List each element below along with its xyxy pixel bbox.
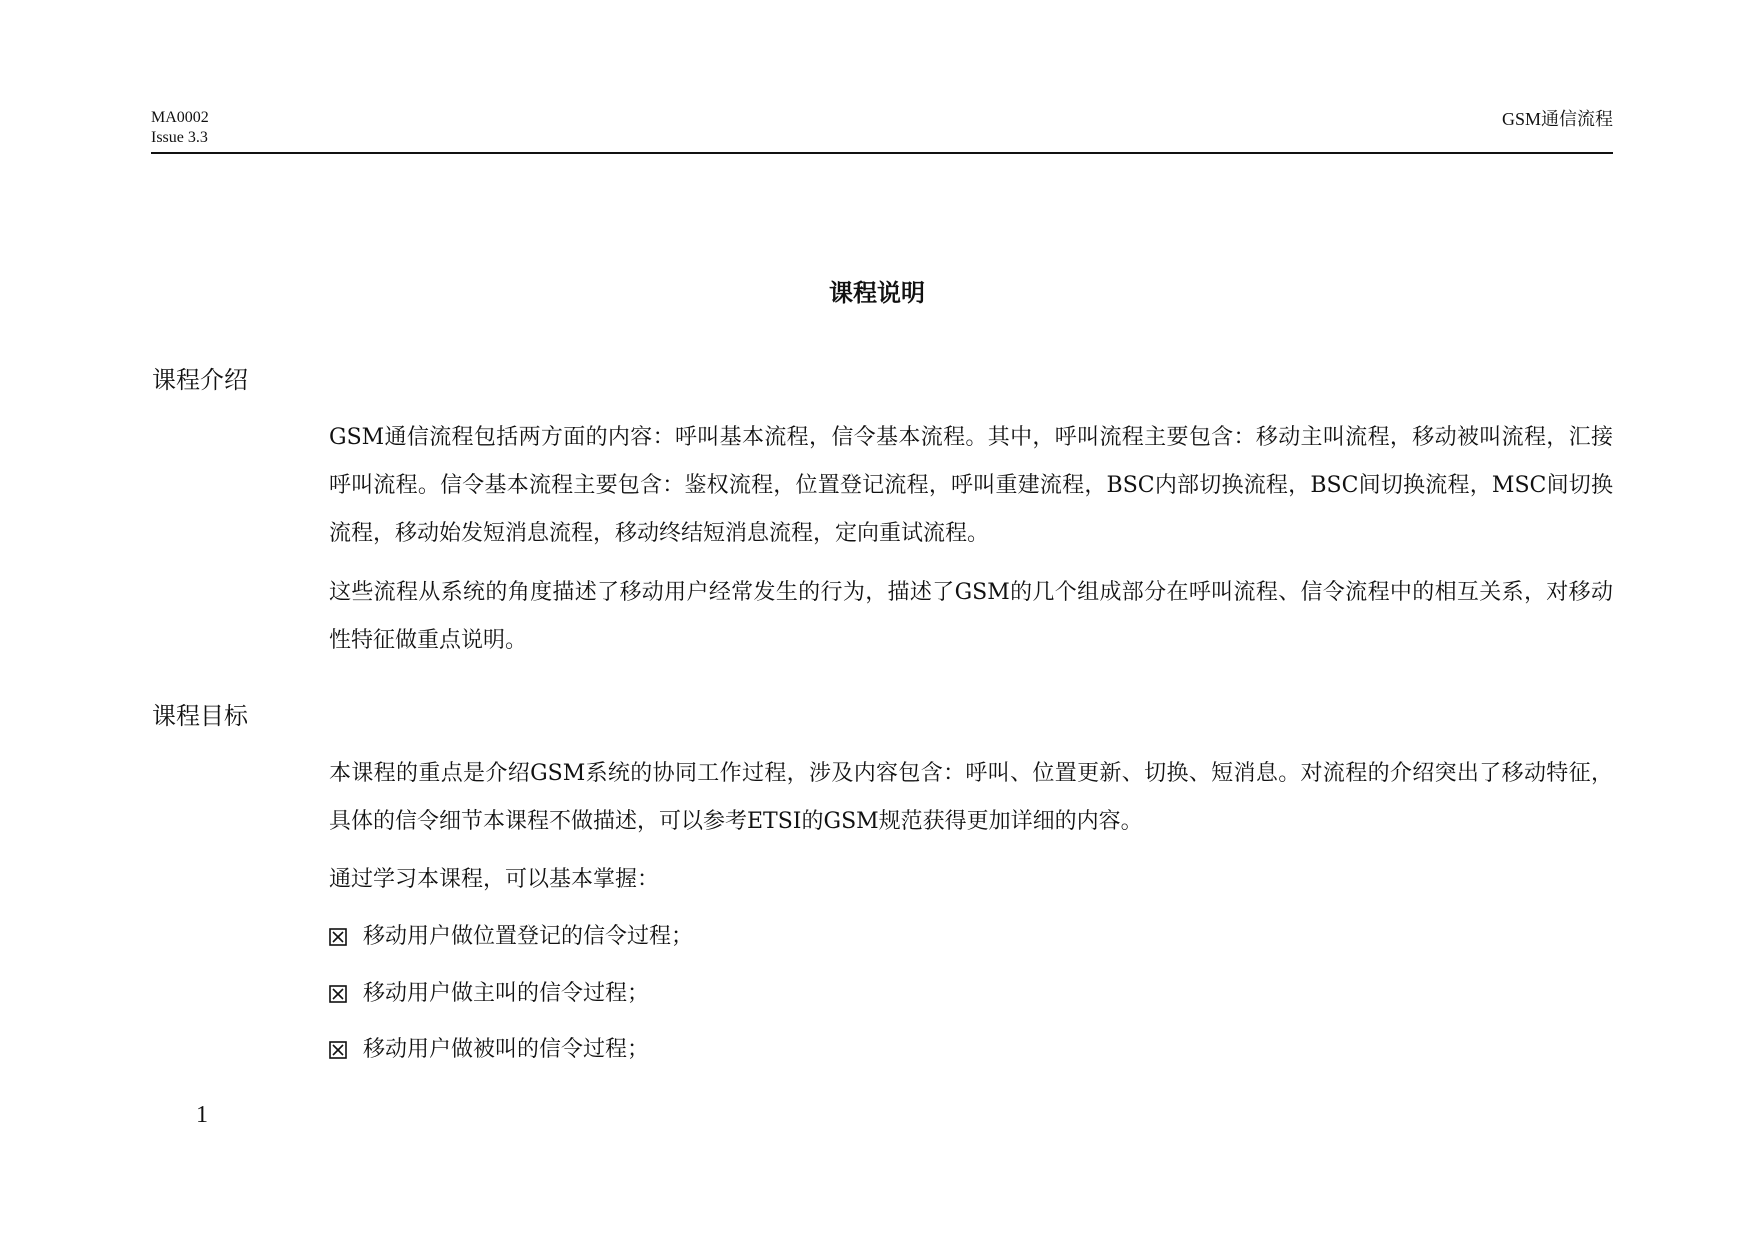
list-item-text: 移动用户做主叫的信令过程； — [363, 981, 650, 1006]
list-item — [329, 1033, 649, 1067]
checked-box-icon — [329, 928, 347, 946]
doc-issue: Issue 3.3 — [151, 129, 208, 146]
doc-code: MA0002 — [151, 109, 209, 126]
list-item-text: 移动用户做位置登记的信令过程； — [363, 924, 694, 949]
list-item — [329, 977, 649, 1011]
page-header — [151, 108, 1613, 154]
intro-paragraph-1: GSM通信流程包括两方面的内容：呼叫基本流程，信令基本流程。其中，呼叫流程主要包含：移动主叫流程，移动被叫流程，汇接呼叫流程。信令基本流程主要包含：鉴权流程，位置登记流程，呼叫重建流程，BSC内部切换流程，BSC间切换流程，MSC间切换流程，移动始发短消息流程，移动终结短消息流程，定向重试流程。 — [329, 425, 1613, 546]
goals-paragraph-1: 本课程的重点是介绍GSM系统的协同工作过程，涉及内容包含：呼叫、位置更新、切换、短消息。对流程的介绍突出了移动特征，具体的信令细节本课程不做描述，可以参考ETSI的GSM规范获得更加详细的内容。 — [329, 761, 1613, 834]
list-item-text: 移动用户做被叫的信令过程； — [363, 1037, 650, 1062]
intro-paragraph-2: 这些流程从系统的角度描述了移动用户经常发生的行为，描述了GSM的几个组成部分在呼叫流程、信令流程中的相互关系，对移动性特征做重点说明。 — [329, 580, 1613, 653]
page-title: 课程说明 — [829, 278, 925, 307]
checked-box-icon — [329, 1041, 347, 1059]
goals-paragraph-2: 通过学习本课程，可以基本掌握： — [329, 867, 660, 892]
checked-box-icon — [329, 985, 347, 1003]
list-item — [329, 920, 693, 954]
page-number: 1 — [196, 1102, 208, 1128]
section-label-intro: 课程介绍 — [152, 366, 248, 394]
doc-title: GSM通信流程 — [1501, 109, 1613, 129]
header-left — [151, 108, 209, 148]
section-label-goals: 课程目标 — [152, 702, 248, 730]
